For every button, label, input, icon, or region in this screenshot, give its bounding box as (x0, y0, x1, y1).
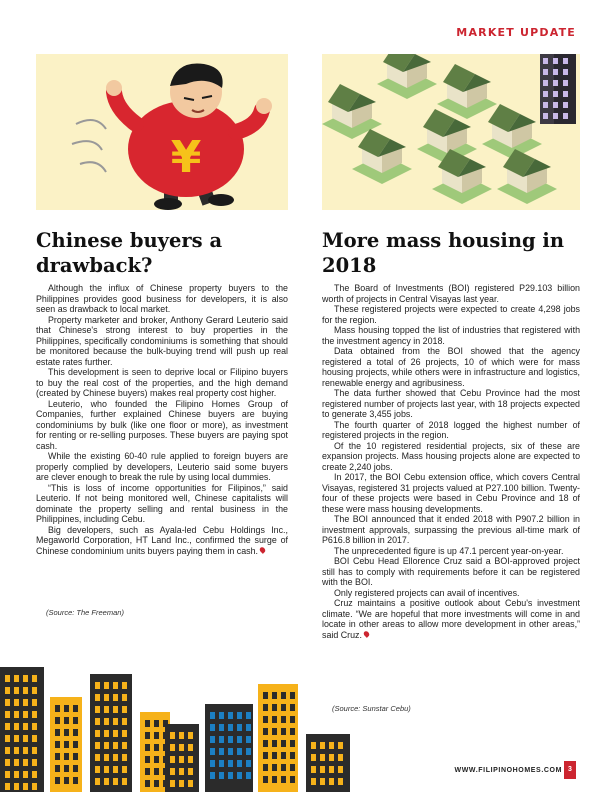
paragraph: The data further showed that Cebu Province had the most registered number of projects last year, with 18 projects expected to generate 3,455 jobs. (322, 388, 580, 419)
source-credit-freeman: (Source: The Freeman) (46, 608, 124, 617)
mass-housing-illustration (322, 54, 580, 210)
paragraph: In 2017, the BOI Cebu extension office, which covers Central Visayas, registered 31 projects valued at P27.100 billion. Twenty-four of these projects were based in Cebu Province and 18 of these were mass housing developments. (322, 472, 580, 514)
skyline-building-icon (205, 704, 253, 792)
chinese-buyer-illustration (36, 54, 288, 210)
skyline-building-icon (0, 667, 44, 792)
skyline-building-icon (90, 674, 132, 792)
skyline-building-icon (258, 684, 298, 792)
paragraph-text: Big developers, such as Ayala-led Cebu Holdings Inc., Megaworld Corporation, HT Land Inc., confirmed the surge of Chinese condominium units buyers paying them in cash. (36, 524, 288, 556)
paragraph: The unprecedented figure is up 47.1 percent year-on-year. (334, 545, 564, 556)
paragraph: Data obtained from the BOI showed that the agency registered a total of 26 projects, 10 of which were for mass housing projects, while others were in infrastructure and logistics, renewable energy and agribusiness. (322, 346, 580, 388)
paragraph-text: Cruz maintains a positive outlook about Cebu's investment climate. “We are hopeful that more investments will come in and locate in other areas to allow more development in other areas,” said Cruz. (322, 598, 580, 640)
paragraph: This development is seen to deprive local or Filipino buyers to buy the real cost of the properties, and the high demand (created by Chinese buyers) makes real property cost higher. (36, 367, 288, 398)
paragraph: The Board of Investments (BOI) registered P29.103 billion worth of projects in Central Visayas last year. (322, 283, 580, 304)
article-title-mass-housing: More mass housing in 2018 (322, 229, 565, 277)
house-icon (377, 54, 437, 99)
paragraph (36, 525, 288, 557)
paragraph: Property marketer and broker, Anthony Gerard Leuterio said that Chinese's strong interest to buy properties in the Philippines, specifically condominiums is something that should be monitored because the bulk-buying trend will push up real estate rates further. (36, 314, 288, 367)
article-body-chinese-buyers (36, 283, 288, 556)
paragraph: Although the influx of Chinese property buyers to the Philippines provides good business for developers, it is also seen as drawback to local market. (36, 283, 288, 314)
paragraph: Leuterio, who founded the Filipino Homes Group of Companies, further explained Chinese buyers are buying condominiums by bulk (like one floor or more), as investment for renting or re-selling purposes. These buyers are paying spot cash. (36, 398, 288, 451)
location-pin-icon (259, 546, 267, 554)
house-icon (437, 64, 497, 119)
paragraph: “This is loss of income opportunities for Filipinos,” said Leuterio. If not being monitored well, Chinese capitalists will dominate the property selling and rental business in the Philippines, including Cebu. (36, 482, 288, 524)
paragraph: The BOI announced that it ended 2018 with P907.2 billion in investment approvals, surpassing the previous all-time mark of P616.8 billion in 2017. (322, 514, 580, 545)
article-body-mass-housing (322, 283, 580, 640)
paragraph: While the existing 60-40 rule applied to foreign buyers are properly complied by developers, Leuterio said some buyers are clever enough to break the rule by using local dummies. (36, 451, 288, 482)
article-title-chinese-buyers: Chinese buyers a drawback? (36, 229, 223, 277)
paragraph: Mass housing topped the list of industries that registered with the investment agency in 2018. (322, 325, 580, 346)
paragraph: These registered projects were expected to create 4,298 jobs for the region. (322, 304, 580, 325)
skyline-building-icon (165, 724, 199, 792)
house-icon (482, 104, 542, 159)
apartment-building-icon (540, 54, 576, 124)
yuan-icon: ¥ (170, 132, 202, 183)
paragraph: Only registered projects can avail of incentives. (334, 587, 520, 598)
page-number: 3 (564, 761, 576, 779)
source-credit-sunstar: (Source: Sunstar Cebu) (332, 704, 411, 713)
house-icon (352, 129, 412, 184)
paragraph: The fourth quarter of 2018 logged the highest number of registered projects in the region. (322, 419, 580, 440)
footer-website-link[interactable]: WWW.FILIPINOHOMES.COM (454, 767, 562, 774)
city-skyline-illustration (0, 632, 400, 792)
paragraph: BOI Cebu Head Ellorence Cruz said a BOI-approved project still has to comply with requirements before it can be registered with the BOI. (322, 556, 580, 587)
skyline-building-icon (306, 734, 350, 792)
house-icon (497, 149, 557, 204)
section-label: MARKET UPDATE (456, 26, 576, 39)
skyline-building-icon (50, 697, 82, 792)
paragraph: Of the 10 registered residential projects, six of these are expansion projects. Mass housing projects alone are expected to create 2,240 jobs. (322, 440, 580, 472)
